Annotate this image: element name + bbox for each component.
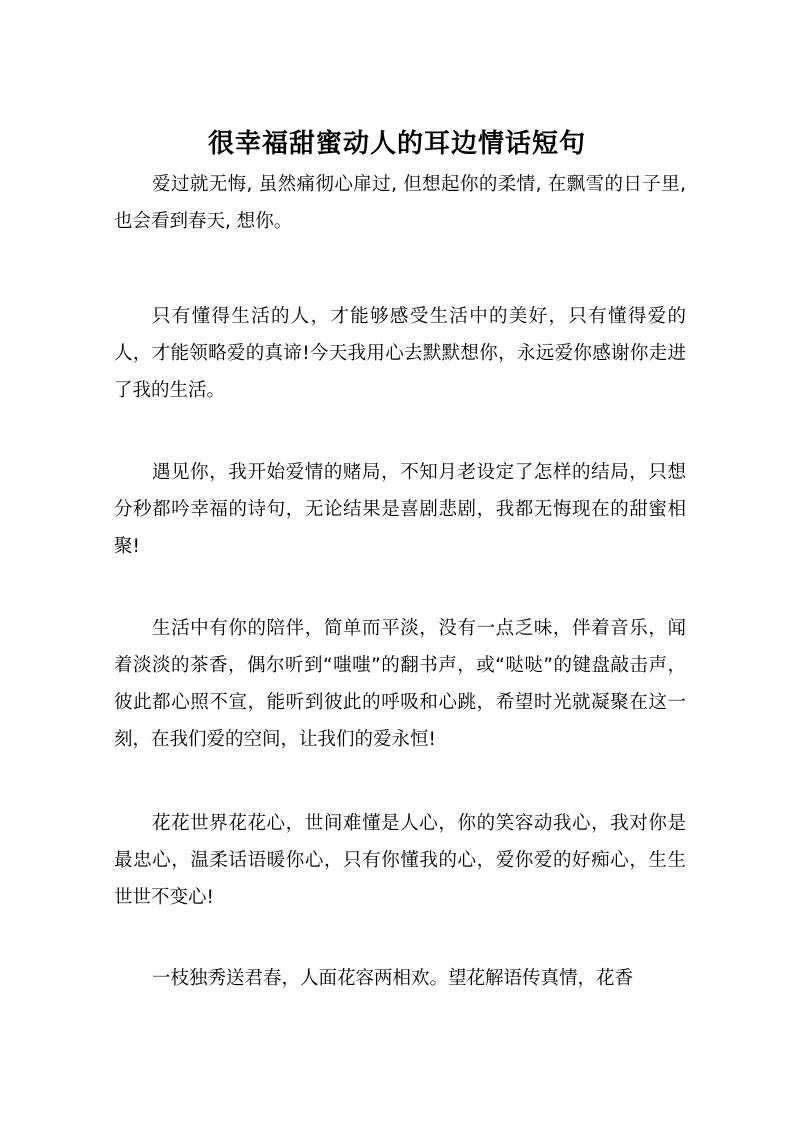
paragraph-4: 生活中有你的陪伴，简单而平淡，没有一点乏味，伴着音乐，闻着淡淡的茶香，偶尔听到“嗤嗤”的翻书声，或“哒哒”的键盘敲击声，彼此都心照不宣，能听到彼此的呼吸和心跳，希望时光就凝聚在这一刻，在我们爱的空间，让我们的爱永恒! — [114, 618, 686, 750]
paragraph-6: 一枝独秀送君春，人面花容两相欢。望花解语传真情，花香 — [152, 968, 634, 989]
paragraph-2: 只有懂得生活的人，才能够感受生活中的美好，只有懂得爱的人，才能领略爱的真谛!今天我用心去默默想你，永远爱你感谢你走进了我的生活。 — [114, 306, 686, 401]
document-title: 很幸福甜蜜动人的耳边情话短句 — [207, 129, 586, 159]
paragraph-5: 花花世界花花心，世间难懂是人心，你的笑容动我心，我对你是最忠心，温柔话语暖你心，只有你懂我的心，爱你爱的好痴心，生生世世不变心! — [114, 813, 686, 908]
paragraph-1: 爱过就无悔, 虽然痛彻心扉过, 但想起你的柔情, 在飘雪的日子里, 也会看到春天, 想你。 — [114, 174, 686, 232]
paragraph-3: 遇见你，我开始爱情的赌局，不知月老设定了怎样的结局，只想分秒都吟幸福的诗句，无论结果是喜剧悲剧，我都无悔现在的甜蜜相聚! — [114, 462, 686, 557]
